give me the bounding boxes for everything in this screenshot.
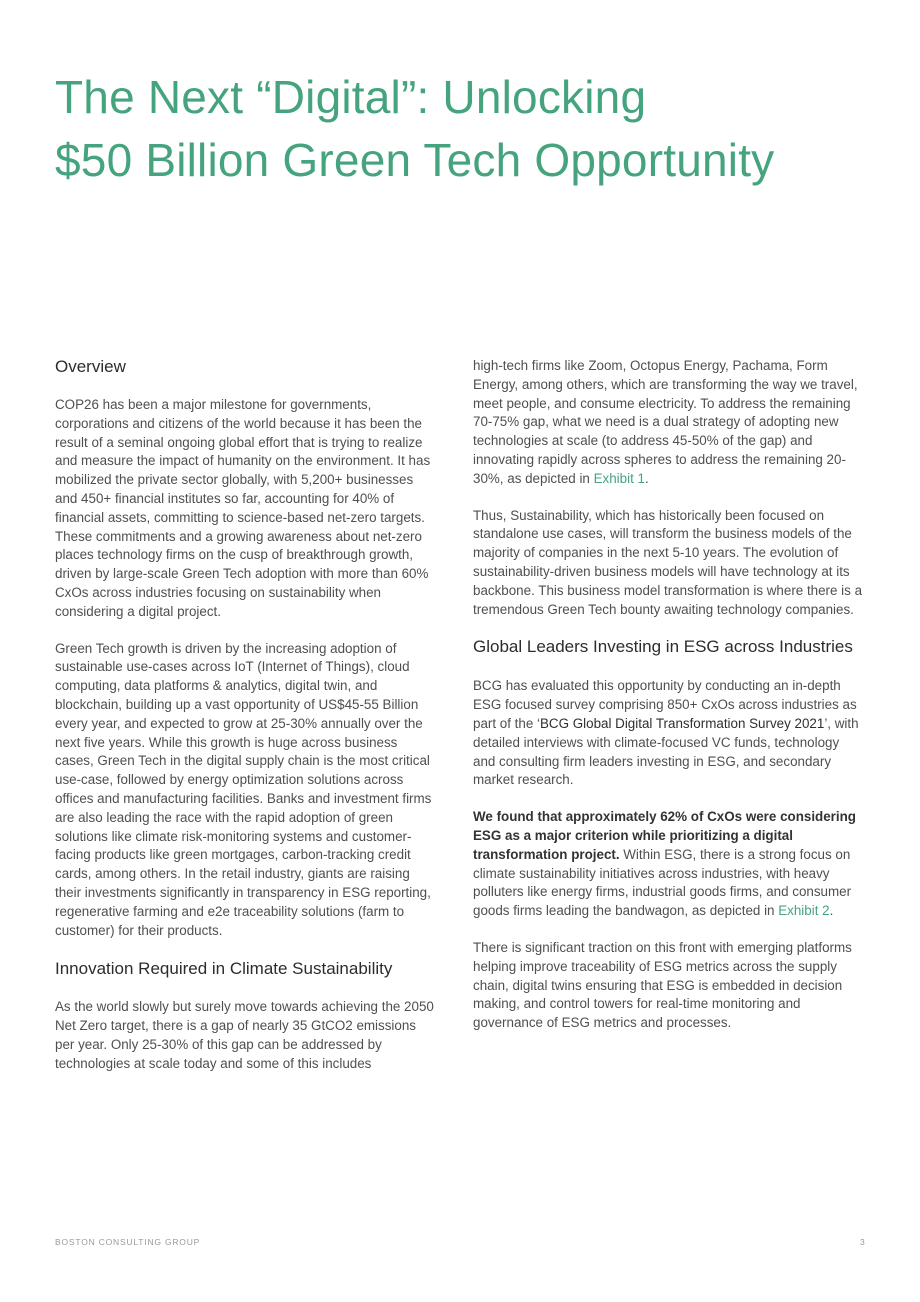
exhibit-2-link[interactable]: Exhibit 2 (778, 903, 830, 919)
right-paragraph-4-end: . (829, 903, 834, 919)
right-paragraph-5: There is significant traction on this front with emerging platforms helping improve traceability of ESG metrics across the supply chain, digital twins ensuring that ESG is embedded in decision making, and control towers for real-time monitoring and governance of ESG metrics and processes. (473, 939, 852, 1031)
right-paragraph-4 (473, 808, 865, 921)
global-leaders-heading: Global Leaders Investing in ESG across Industries (473, 637, 853, 657)
right-paragraph-3 (473, 677, 865, 790)
right-paragraph-1-text: high-tech firms like Zoom, Octopus Energy, Pachama, Form Energy, among others, which are transforming the way we travel, meet people, and consume electricity. To address the remaining 70-75% gap, what we need is a dual strategy of adopting new technologies at scale (to address 45-50% of the gap) and innovating rapidly across spheres to address the remaining 20-30%, as depicted in (473, 358, 858, 486)
right-paragraph-1-end: . (644, 470, 649, 486)
footer-organization: BOSTON CONSULTING GROUP (55, 1237, 201, 1247)
right-column (473, 357, 865, 1033)
survey-name: BCG Global Digital Transformation Survey 2021 (540, 715, 825, 731)
title-line-2: $50 Billion Green Tech Opportunity (55, 134, 775, 186)
right-paragraph-3-start: BCG has evaluated this opportunity by conducting an in-depth ESG focused survey comprising 850+ CxOs across industries as part of the ‘ (473, 678, 857, 731)
page-title (55, 66, 895, 192)
right-paragraph-2: Thus, Sustainability, which has historically been focused on standalone use cases, will transform the business models of the majority of companies in the next 5-10 years. The evolution of sustainability-driven business models will have technology at its backbone. This business model transformation is where there is a tremendous Green Tech bounty awaiting technology companies. (473, 507, 863, 617)
key-finding: We found that approximately 62% of CxOs were considering ESG as a major criterion while prioritizing a digital transformation project. (473, 809, 856, 862)
right-paragraph-4-text: Within ESG, there is a strong focus on climate sustainability initiatives across industries, with heavy polluters like energy firms, industrial goods firms, and consumer goods firms leading the bandwagon, as depicted in (473, 846, 852, 919)
right-paragraph-3-end: ’, with detailed interviews with climate-focused VC funds, technology and consulting firm leaders investing in ESG, and secondary market research. (473, 715, 859, 788)
page-number: 3 (860, 1237, 865, 1247)
innovation-paragraph: As the world slowly but surely move towards achieving the 2050 Net Zero target, there is a gap of nearly 35 GtCO2 emissions per year. Only 25-30% of this gap can be addressed by technologies at scale today and some of this includes (55, 999, 434, 1071)
left-column (55, 352, 435, 1074)
overview-heading: Overview (55, 357, 126, 376)
innovation-heading: Innovation Required in Climate Sustainability (55, 959, 393, 979)
exhibit-1-link[interactable]: Exhibit 1 (593, 470, 645, 486)
overview-paragraph-2: Green Tech growth is driven by the increasing adoption of sustainable use-cases across IoT (Internet of Things), cloud computing, data platforms & analytics, digital twin, and blockchain, building up a vast opportunity of US$45-55 Billion every year, and expected to grow at 25-30% annually over the next five years. While this growth is huge across business cases, Green Tech in the digital supply chain is the most critical use-case, followed by energy optimization solutions across offices and manufacturing facilities. Banks and investment firms are also leading the race with the rapid adoption of green solutions like climate risk-monitoring systems and customer-facing products like green mortgages, carbon-tracking credit cards, among others. In the retail industry, giants are raising their investments significantly in transparency in ESG reporting, regenerative farming and e2e traceability solutions (farm to customer) for their products. (55, 640, 432, 938)
right-paragraph-1 (473, 357, 865, 489)
title-line-1: The Next “Digital”: Unlocking (55, 71, 647, 123)
overview-paragraph-1: COP26 has been a major milestone for governments, corporations and citizens of the world because it has been the result of a seminal ongoing global effort that is trying to realize and measure the impact of humanity on the environment. It has mobilized the private sector globally, with 5,200+ businesses and 450+ financial institutes so far, accounting for 40% of financial assets, committing to science-based net-zero targets. These commitments and a growing awareness about net-zero places technology firms on the cusp of breakthrough growth, driven by large-scale Green Tech adoption with more than 60% CxOs across industries focusing on sustainability when considering a digital project. (55, 397, 431, 619)
